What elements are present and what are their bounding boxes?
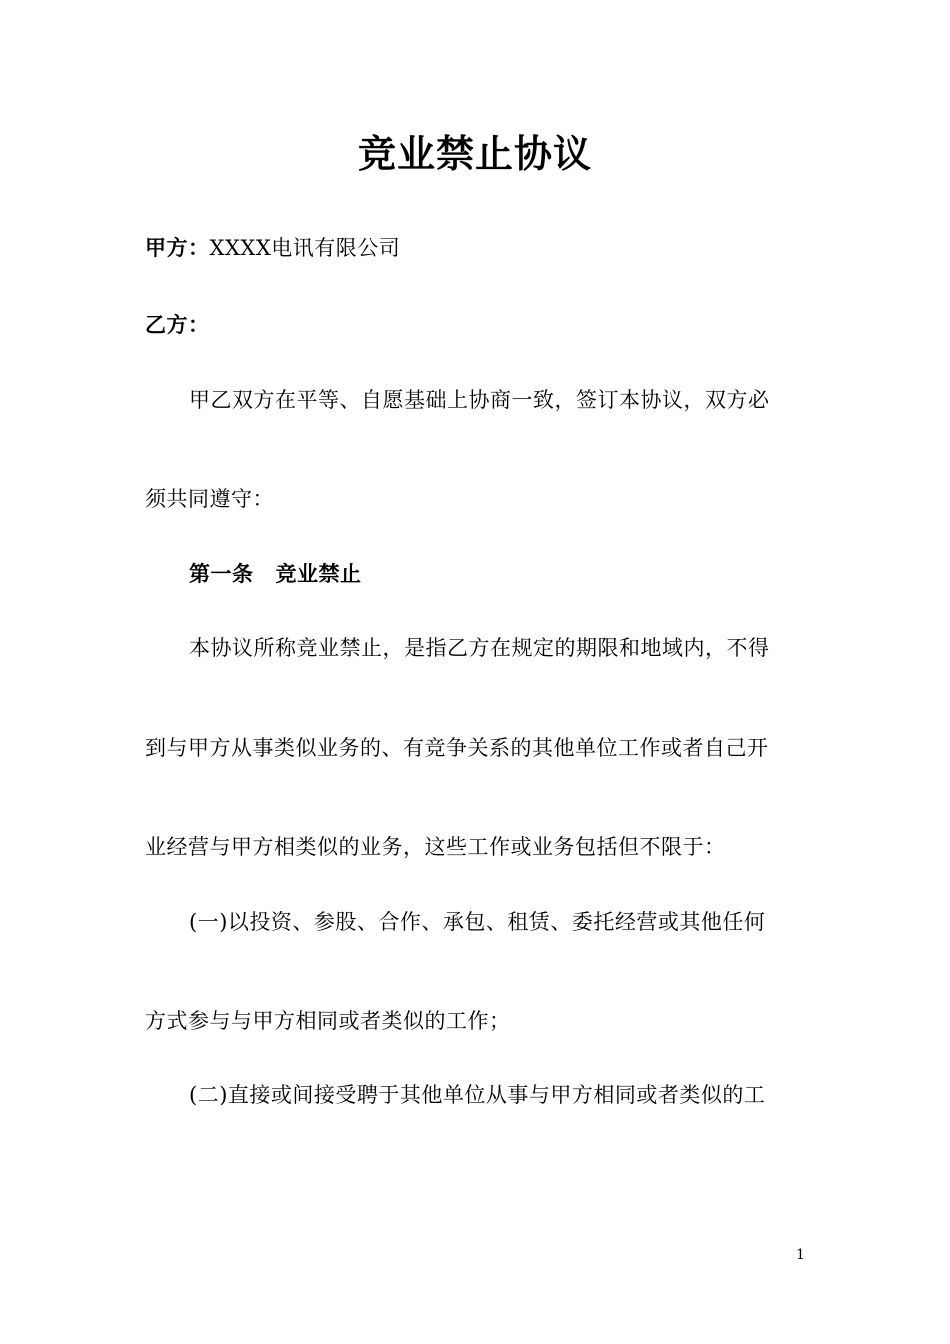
item-2-line-1: (二)直接或间接受聘于其他单位从事与甲方相同或者类似的工: [189, 1083, 766, 1107]
party-a-label: 甲方：: [145, 235, 210, 260]
document-title: 竞业禁止协议: [357, 131, 592, 176]
party-a-line: [145, 233, 400, 263]
intro-line-1: 甲乙双方在平等、自愿基础上协商一致，签订本协议，双方必: [189, 388, 770, 412]
item-1-line-2: 方式参与与甲方相同或者类似的工作；: [145, 1009, 511, 1033]
article-1-number: 第一条: [189, 561, 254, 586]
item-1-line-1: (一)以投资、参股、合作、承包、租赁、委托经营或其他任何: [189, 910, 766, 934]
article-1-title: 竞业禁止: [275, 561, 362, 586]
article-1-line-2: 到与甲方从事类似业务的、有竞争关系的其他单位工作或者自己开: [145, 736, 769, 760]
article-1-line-3: 业经营与甲方相类似的业务，这些工作或业务包括但不限于：: [145, 835, 726, 859]
article-1-heading: [189, 559, 362, 589]
article-1-line-1: 本协议所称竞业禁止，是指乙方在规定的期限和地域内，不得: [189, 636, 770, 660]
intro-line-2: 须共同遵守：: [145, 487, 274, 511]
party-b-label: 乙方：: [145, 312, 210, 337]
page-number: 1: [796, 1247, 805, 1263]
party-a-value: XXXX电讯有限公司: [209, 236, 401, 260]
